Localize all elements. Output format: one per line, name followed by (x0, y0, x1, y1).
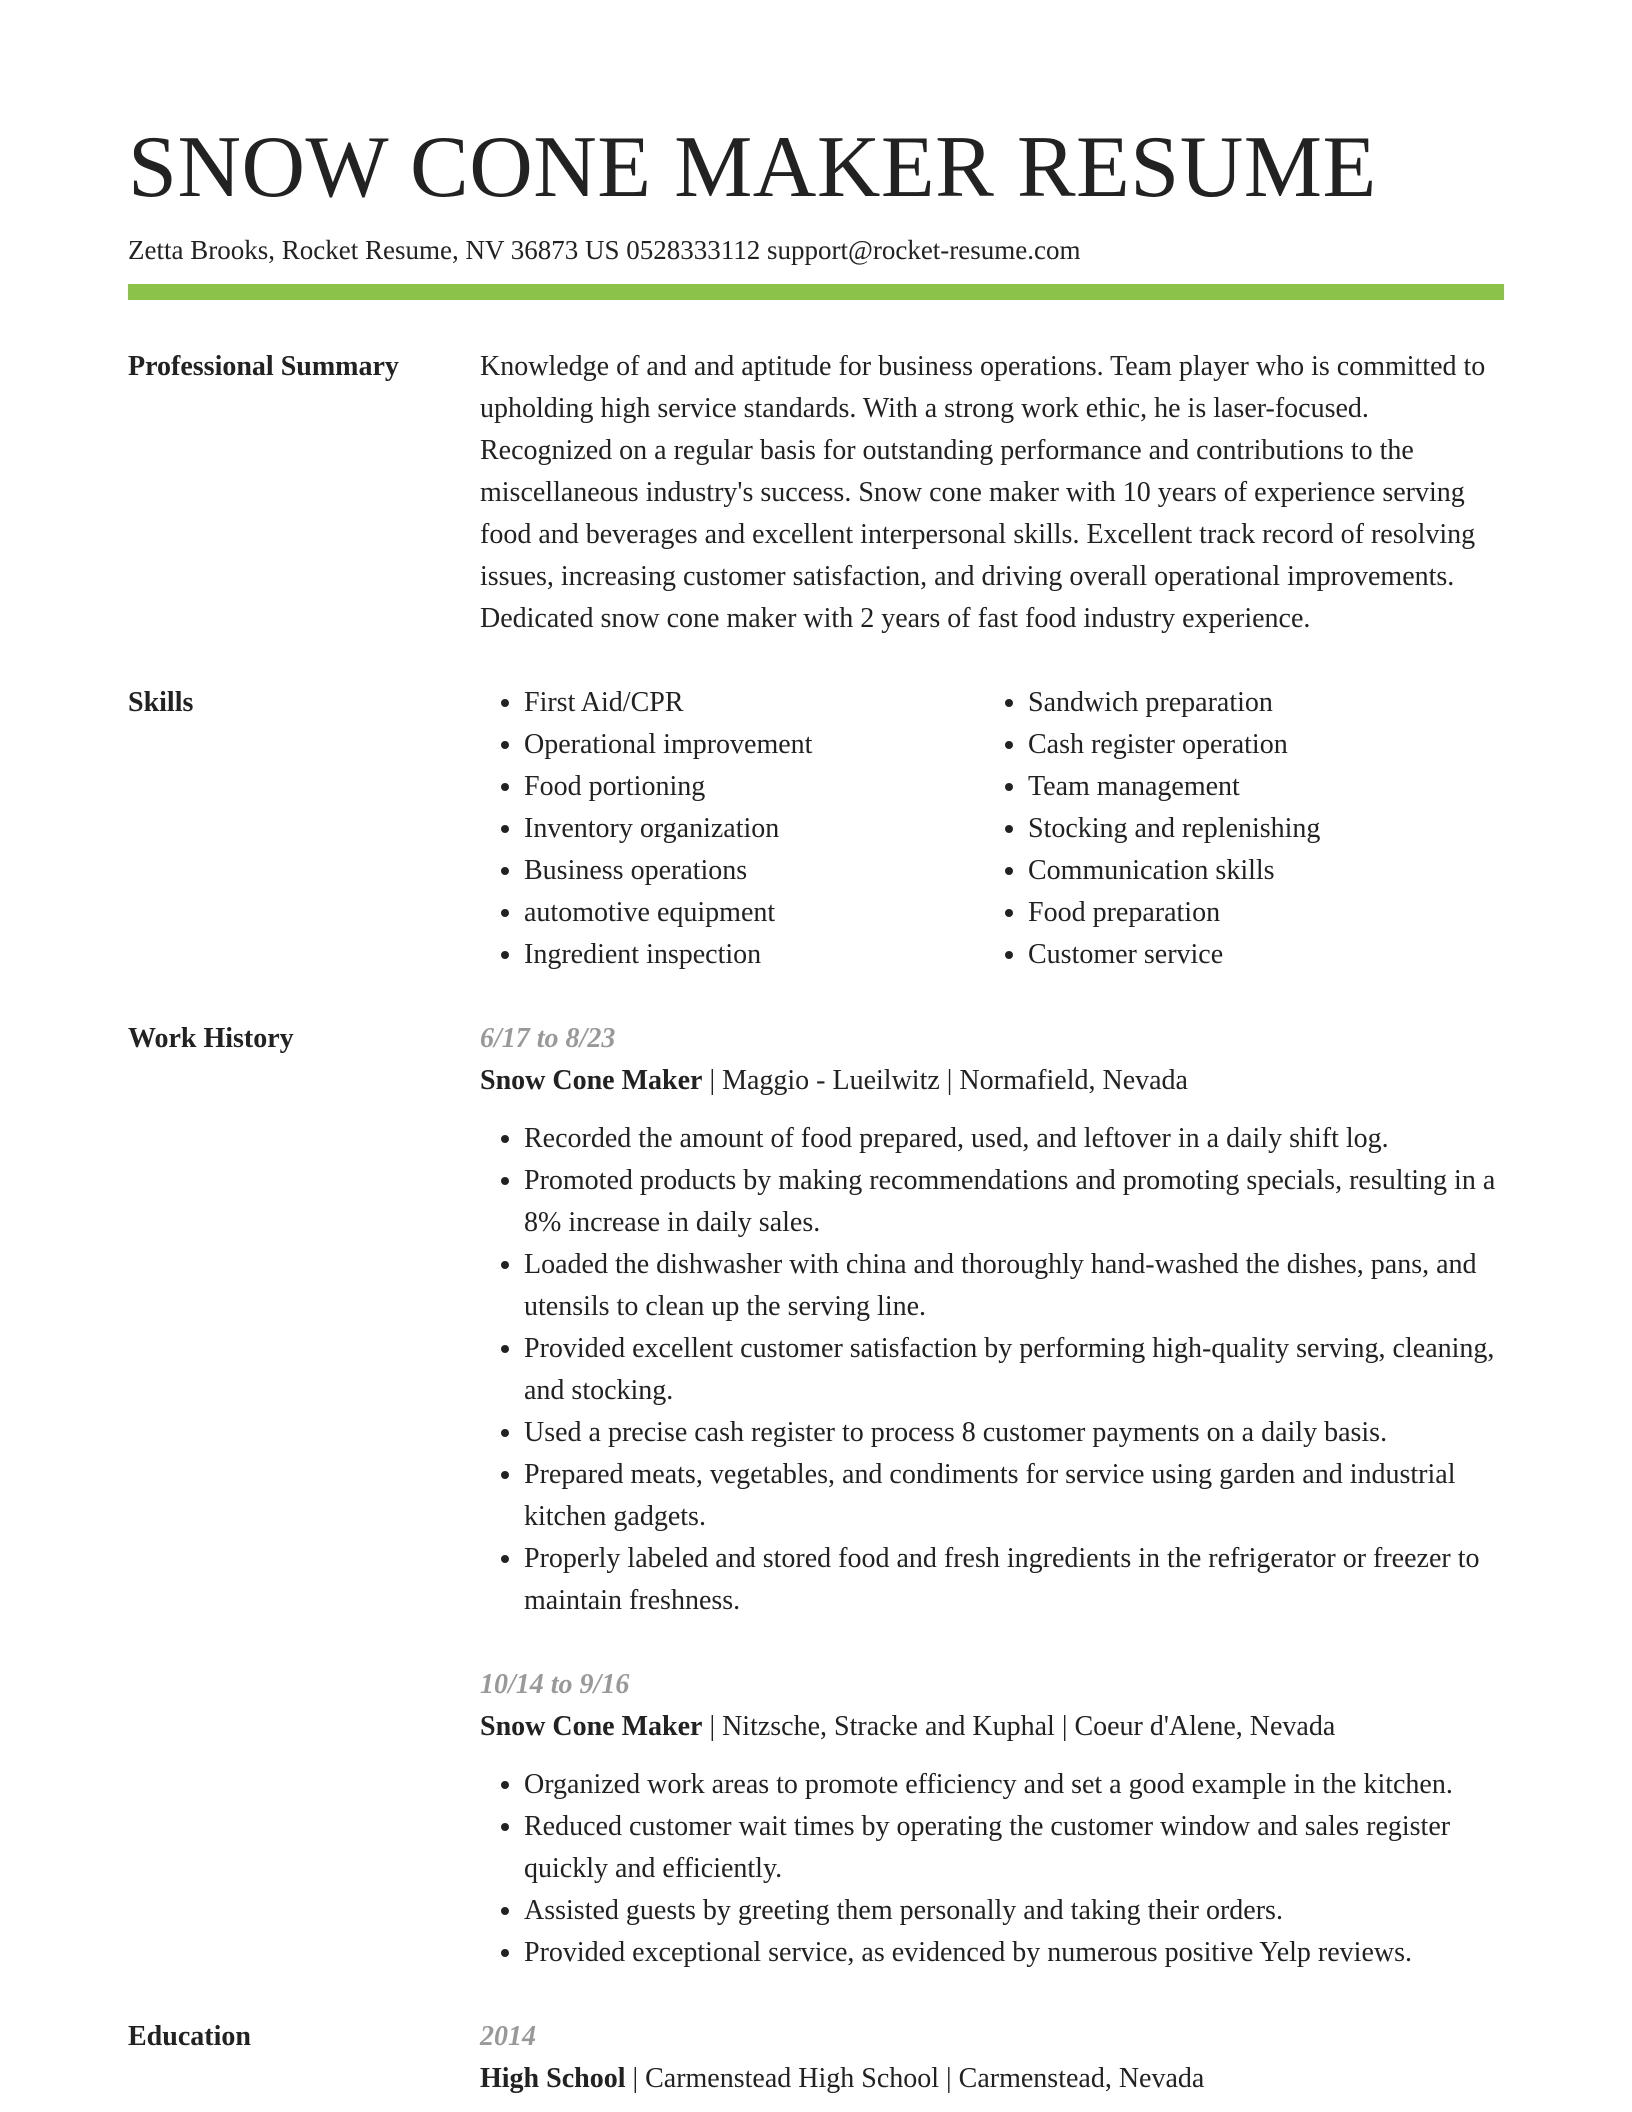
page-title: SNOW CONE MAKER RESUME (128, 119, 1377, 216)
job-bullet: • Provided excellent customer satisfaction by performing high-quality serving, cleaning, and stocking. (524, 1328, 1504, 1412)
skill-item: • Operational improvement (524, 724, 984, 766)
section-body-summary (480, 346, 1504, 640)
skills-list-right (984, 682, 1320, 976)
job-dates: 10/14 to 9/16 (480, 1669, 630, 1700)
section-work-history (128, 1018, 1504, 1974)
skill-item: • Communication skills (1028, 850, 1320, 892)
skill-item: • Team management (1028, 766, 1320, 808)
section-education (128, 2016, 1504, 2100)
education-location: | Carmenstead, Nevada (939, 2063, 1204, 2094)
skill-item: • automotive equipment (524, 892, 984, 934)
skill-item: • Food preparation (1028, 892, 1320, 934)
section-summary (128, 346, 1504, 640)
skills-list-left (480, 682, 984, 976)
contact-address: Rocket Resume, NV 36873 US (281, 235, 620, 265)
job-company: | Maggio - Lueilwitz (702, 1065, 939, 1096)
job-entry (480, 1664, 1504, 1974)
summary-text: Knowledge of and and aptitude for business operations. Team player who is committed to upholding high service standards. With a strong work ethic, he is laser-focused. Recognized on a regular basis for outstanding performance and contributions to the miscellaneous industry's success. Snow cone maker with 10 years of experience serving food and beverages and excellent interpersonal skills. Excellent track record of resolving issues, increasing customer satisfaction, and driving overall operational improvements. Dedicated snow cone maker with 2 years of fast food industry experience. (480, 351, 1486, 634)
job-entry (480, 1018, 1504, 1622)
job-title-line (480, 1060, 1504, 1102)
job-title-line (480, 1706, 1504, 1748)
skill-item: • Inventory organization (524, 808, 984, 850)
skills-columns (480, 682, 1504, 976)
job-bullet: • Properly labeled and stored food and fresh ingredients in the refrigerator or freezer to maintain freshness. (524, 1538, 1504, 1622)
section-skills (128, 682, 1504, 976)
skill-item: • First Aid/CPR (524, 682, 984, 724)
job-bullet: • Prepared meats, vegetables, and condiments for service using garden and industrial kitchen gadgets. (524, 1454, 1504, 1538)
job-location: | Normafield, Nevada (940, 1065, 1188, 1096)
job-bullet: • Loaded the dishwasher with china and thoroughly hand-washed the dishes, pans, and utensils to clean up the serving line. (524, 1244, 1504, 1328)
skill-item: • Ingredient inspection (524, 934, 984, 976)
contact-name: Zetta Brooks, (128, 235, 275, 265)
contact-email: support@rocket-resume.com (766, 235, 1081, 265)
job-bullet: • Reduced customer wait times by operating the customer window and sales register quickly and efficiently. (524, 1806, 1504, 1890)
education-degree: High School (480, 2063, 626, 2094)
job-bullet: • Assisted guests by greeting them personally and taking their orders. (524, 1890, 1504, 1932)
skill-item: • Stocking and replenishing (1028, 808, 1320, 850)
job-dates: 6/17 to 8/23 (480, 1023, 616, 1054)
header-divider (128, 284, 1504, 300)
contact-line (128, 230, 1504, 270)
section-label-summary: Professional Summary (128, 351, 399, 382)
job-bullet: • Promoted products by making recommendations and promoting specials, resulting in a 8% increase in daily sales. (524, 1160, 1504, 1244)
job-role: Snow Cone Maker (480, 1711, 703, 1742)
job-bullet: • Used a precise cash register to process 8 customer payments on a daily basis. (524, 1412, 1504, 1454)
section-label-work-history: Work History (128, 1023, 294, 1054)
education-year: 2014 (480, 2021, 536, 2052)
skill-item: • Business operations (524, 850, 984, 892)
section-label-education: Education (128, 2021, 251, 2052)
job-bullets (480, 1764, 1504, 1974)
contact-phone: 0528333112 (626, 235, 761, 265)
section-body-work-history (480, 1018, 1504, 1974)
job-location: | Coeur d'Alene, Nevada (1055, 1711, 1335, 1742)
job-company: | Nitzsche, Stracke and Kuphal (702, 1711, 1054, 1742)
job-role: Snow Cone Maker (480, 1065, 703, 1096)
skill-item: • Food portioning (524, 766, 984, 808)
skill-item: • Cash register operation (1028, 724, 1320, 766)
education-line (480, 2058, 1504, 2100)
section-label-skills: Skills (128, 687, 194, 718)
job-bullet: • Provided exceptional service, as evidenced by numerous positive Yelp reviews. (524, 1932, 1504, 1974)
job-bullets (480, 1118, 1504, 1622)
skill-item: • Sandwich preparation (1028, 682, 1320, 724)
job-bullet: • Organized work areas to promote efficiency and set a good example in the kitchen. (524, 1764, 1504, 1806)
skill-item: • Customer service (1028, 934, 1320, 976)
section-body-education (480, 2016, 1504, 2100)
education-school: | Carmenstead High School (625, 2063, 939, 2094)
job-bullet: • Recorded the amount of food prepared, used, and leftover in a daily shift log. (524, 1118, 1504, 1160)
